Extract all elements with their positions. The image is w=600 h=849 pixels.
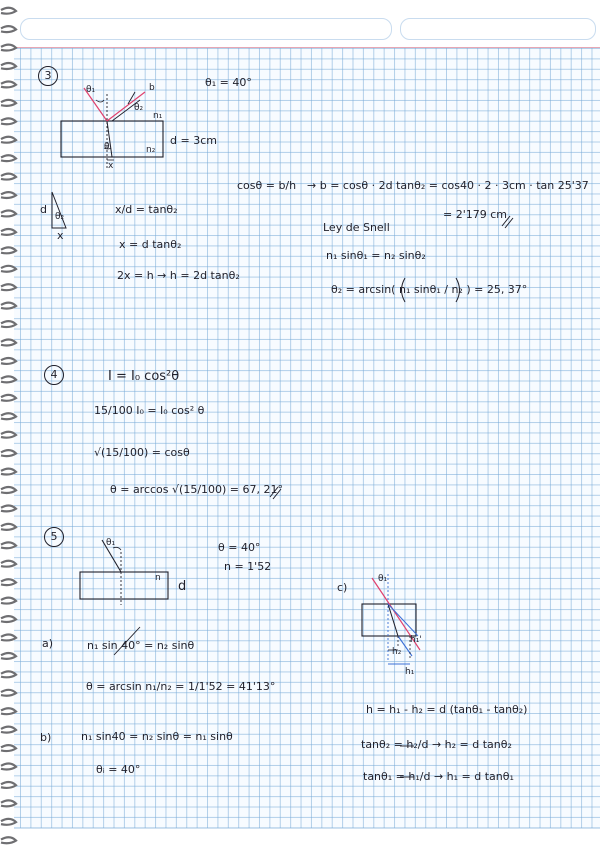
problem-4-number: 4 bbox=[44, 365, 64, 385]
p5-label-a: a) bbox=[42, 637, 54, 650]
p3-eq-tan: x/d = tanθ₂ bbox=[115, 203, 178, 216]
p3-eq-x: x = d tanθ₂ bbox=[119, 238, 182, 251]
p5c-h1: h₁ bbox=[405, 667, 415, 677]
p4-eq3: θ = arccos √(15/100) = 67, 21° bbox=[110, 483, 284, 496]
p3-eq-b: → b = cosθ · 2d tanθ₂ = cos40 · 2 · 3cm · tan 25'37 bbox=[307, 179, 589, 192]
p5-fig-theta1: θ₁ bbox=[106, 538, 116, 548]
p5-b-eq2: θᵢ = 40° bbox=[96, 763, 141, 776]
p5-given-n: n = 1'52 bbox=[224, 560, 272, 573]
p5c-eq1: h = h₁ - h₂ = d (tanθ₁ - tanθ₂) bbox=[366, 703, 528, 716]
p5c-theta: θ₁ bbox=[378, 574, 388, 584]
p5c-eq2: tanθ₂ = h₂/d → h₂ = d tanθ₂ bbox=[361, 738, 512, 751]
p5-fig-d: d bbox=[178, 579, 187, 594]
p3-fig-x: x bbox=[108, 161, 114, 171]
p4-malus-law: I = I₀ cos²θ bbox=[108, 369, 180, 384]
p3-snell-eq: n₁ sinθ₁ = n₂ sinθ₂ bbox=[326, 249, 426, 262]
p3-fig-b: b bbox=[149, 83, 155, 93]
p3-ley-snell: Ley de Snell bbox=[323, 221, 390, 234]
p3-fig-n2: n₂ bbox=[146, 145, 156, 155]
p5-label-c: c) bbox=[337, 581, 348, 594]
p3-theta2-eq: θ₂ = arcsin( n₁ sinθ₁ / n₂ ) = 25, 37° bbox=[331, 283, 528, 296]
p3-given-theta1: θ₁ = 40° bbox=[205, 76, 252, 89]
p3-eq-cos: cosθ = b/h bbox=[237, 179, 297, 192]
p5c-h1-prime: h₁' bbox=[410, 635, 422, 645]
p3-tri-theta: θ₂ bbox=[55, 212, 65, 222]
p4-eq1: 15/100 I₀ = I₀ cos² θ bbox=[94, 404, 205, 417]
p5-b-eq1: n₁ sin40 = n₂ sinθ = n₁ sinθ bbox=[81, 730, 233, 743]
p3-tri-d: d bbox=[40, 203, 47, 216]
p4-eq2: √(15/100) = cosθ bbox=[94, 446, 190, 459]
p5-a-eq2: θ = arcsin n₁/n₂ = 1/1'52 = 41'13° bbox=[86, 680, 276, 693]
problem-3-number: 3 bbox=[38, 66, 58, 86]
p5-fig-n: n bbox=[155, 573, 161, 583]
p3-tri-x: x bbox=[57, 229, 64, 242]
p3-result-b: = 2'179 cm bbox=[443, 208, 507, 221]
p5-label-b: b) bbox=[40, 731, 52, 744]
p3-eq-2x: 2x = h → h = 2d tanθ₂ bbox=[117, 269, 240, 282]
p3-given-d: d = 3cm bbox=[170, 134, 217, 147]
p5-given-theta: θ = 40° bbox=[218, 541, 261, 554]
p3-fig-theta2: θ₂ bbox=[134, 103, 144, 113]
p3-fig-theta1: θ₁ bbox=[86, 85, 96, 95]
p3-fig-n1: n₁ bbox=[153, 111, 163, 121]
p3-fig-theta: θ bbox=[104, 142, 110, 152]
p5-a-eq1: n₁ sin 40° = n₂ sinθ bbox=[87, 639, 195, 652]
p5c-h2: h₂ bbox=[392, 647, 402, 657]
problem-5-number: 5 bbox=[44, 527, 64, 547]
p5c-eq3: tanθ₁ = h₁/d → h₁ = d tanθ₁ bbox=[363, 770, 514, 783]
